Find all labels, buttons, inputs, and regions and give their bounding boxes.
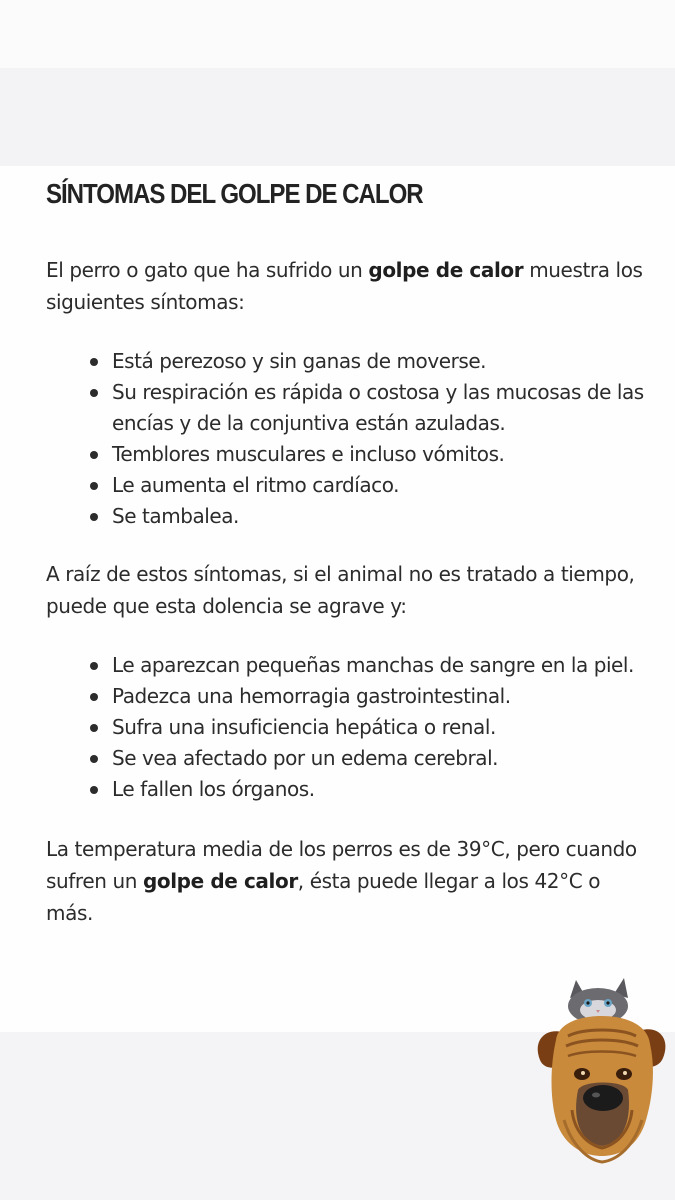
closing-text-start: La temperatura media de los perros es de 39°C, pero cuando sufren un bbox=[46, 837, 637, 893]
bullet-icon bbox=[90, 451, 98, 459]
closing-text-end: , ésta puede llegar a los 42°C o más. bbox=[46, 869, 601, 925]
complication-text: Se vea afectado por un edema cerebral. bbox=[112, 746, 499, 770]
bullet-icon bbox=[90, 755, 98, 763]
bullet-icon bbox=[90, 389, 98, 397]
symptom-text: Temblores musculares e incluso vómitos. bbox=[112, 442, 505, 466]
list-item bbox=[112, 743, 646, 774]
list-item bbox=[112, 439, 646, 470]
dog-icon bbox=[538, 1016, 666, 1162]
symptom-text: Está perezoso y sin ganas de moverse. bbox=[112, 349, 487, 373]
symptom-text: Le aumenta el ritmo cardíaco. bbox=[112, 473, 400, 497]
complication-text: Sufra una insuficiencia hepática o renal. bbox=[112, 715, 496, 739]
list-item bbox=[112, 470, 646, 501]
list-item bbox=[112, 377, 646, 439]
list-item bbox=[112, 681, 646, 712]
bullet-icon bbox=[90, 513, 98, 521]
bullet-icon bbox=[90, 482, 98, 490]
symptom-text: Su respiración es rápida o costosa y las mucosas de las encías y de la conjuntiva están azuladas. bbox=[112, 380, 644, 435]
intro-paragraph bbox=[46, 254, 646, 318]
complications-list bbox=[46, 650, 646, 805]
list-item bbox=[112, 501, 646, 532]
symptoms-list bbox=[46, 346, 646, 532]
article-title: SÍNTOMAS DEL GOLPE DE CALOR bbox=[46, 178, 423, 209]
symptom-text: Se tambalea. bbox=[112, 504, 239, 528]
intro-text-end: muestra los siguientes síntomas: bbox=[46, 258, 643, 314]
list-item bbox=[112, 774, 646, 805]
closing-paragraph bbox=[46, 833, 646, 929]
middle-paragraph: A raíz de estos síntomas, si el animal no es tratado a tiempo, puede que esta dolencia se agrave y: bbox=[46, 562, 635, 618]
bullet-icon bbox=[90, 693, 98, 701]
list-item bbox=[112, 346, 646, 377]
complication-text: Le fallen los órganos. bbox=[112, 777, 315, 801]
top-band bbox=[0, 0, 675, 68]
complication-text: Padezca una hemorragia gastrointestinal. bbox=[112, 684, 511, 708]
intro-bold: golpe de calor bbox=[368, 258, 524, 282]
closing-bold: golpe de calor bbox=[142, 869, 298, 893]
list-item bbox=[112, 650, 646, 681]
article-content bbox=[46, 172, 646, 929]
intro-text-start: El perro o gato que ha sufrido un bbox=[46, 258, 369, 282]
list-item bbox=[112, 712, 646, 743]
bullet-icon bbox=[90, 662, 98, 670]
bullet-icon bbox=[90, 358, 98, 366]
complication-text: Le aparezcan pequeñas manchas de sangre en la piel. bbox=[112, 653, 634, 677]
header-space bbox=[0, 68, 675, 166]
bullet-icon bbox=[90, 786, 98, 794]
bullet-icon bbox=[90, 724, 98, 732]
dog-and-kitten-illustration bbox=[528, 970, 675, 1170]
